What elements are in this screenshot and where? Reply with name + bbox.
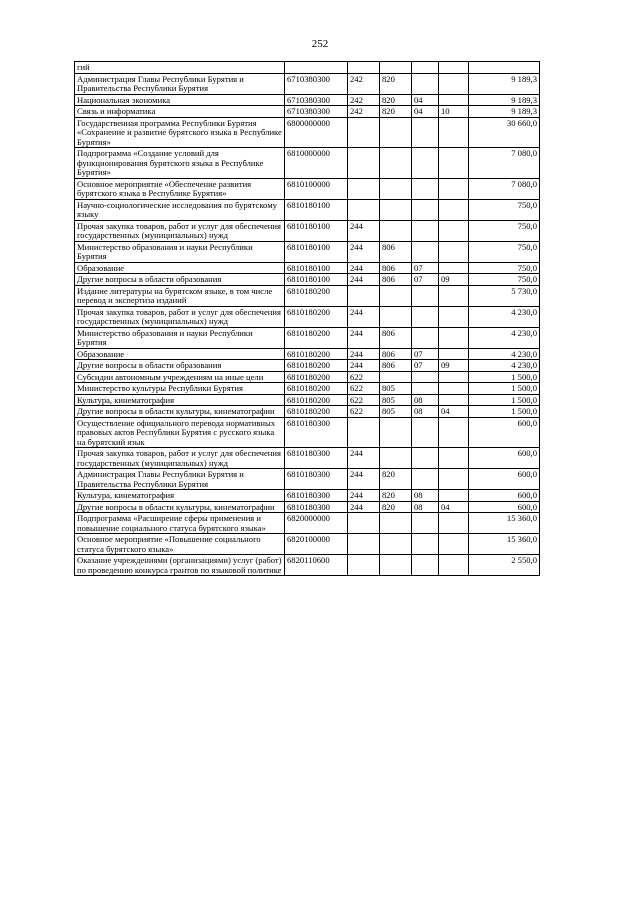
expense-type-cell: 622 (348, 406, 380, 418)
target-article-cell: 6810180200 (285, 348, 348, 360)
section-cell (412, 383, 439, 395)
expense-type-cell: 244 (348, 490, 380, 502)
expense-type-cell: 622 (348, 394, 380, 406)
table-row (75, 94, 540, 106)
ministry-code-cell (380, 448, 412, 469)
ministry-code-cell: 806 (380, 348, 412, 360)
table-row (75, 360, 540, 372)
expense-type-cell: 622 (348, 371, 380, 383)
subsection-cell (439, 327, 469, 348)
expense-type-cell: 244 (348, 469, 380, 490)
table-row (75, 199, 540, 220)
item-name-cell: Связь и информатика (75, 106, 285, 118)
section-cell (412, 178, 439, 199)
ministry-code-cell: 820 (380, 73, 412, 94)
item-name-cell: Прочая закупка товаров, работ и услуг для обеспечения государственных (муниципальных) нужд (75, 220, 285, 241)
ministry-code-cell: 805 (380, 406, 412, 418)
budget-table (74, 61, 540, 576)
expense-type-cell: 242 (348, 73, 380, 94)
expense-type-cell: 244 (348, 327, 380, 348)
subsection-cell (439, 513, 469, 534)
expense-type-cell (348, 117, 380, 148)
ministry-code-cell (380, 417, 412, 448)
subsection-cell (439, 417, 469, 448)
expense-type-cell: 244 (348, 448, 380, 469)
target-article-cell: 6810180200 (285, 383, 348, 395)
target-article-cell: 6810180300 (285, 501, 348, 513)
amount-cell (469, 62, 540, 74)
subsection-cell (439, 241, 469, 262)
amount-cell: 750,0 (469, 241, 540, 262)
subsection-cell (439, 490, 469, 502)
item-name-cell: Издание литературы на бурятском языке, в том числе перевод и экспертиза изданий (75, 285, 285, 306)
table-row (75, 327, 540, 348)
section-cell: 07 (412, 262, 439, 274)
target-article-cell: 6810180100 (285, 274, 348, 286)
table-row (75, 178, 540, 199)
target-article-cell: 6810180200 (285, 360, 348, 372)
ministry-code-cell: 806 (380, 274, 412, 286)
item-name-cell: Основное мероприятие «Обеспечение развития бурятского языка в Республике Бурятия» (75, 178, 285, 199)
expense-type-cell: 244 (348, 262, 380, 274)
subsection-cell (439, 94, 469, 106)
amount-cell: 4 230,0 (469, 348, 540, 360)
subsection-cell (439, 178, 469, 199)
expense-type-cell: 244 (348, 220, 380, 241)
table-row (75, 117, 540, 148)
target-article-cell: 6810180200 (285, 327, 348, 348)
table-row (75, 348, 540, 360)
subsection-cell: 09 (439, 360, 469, 372)
subsection-cell (439, 199, 469, 220)
subsection-cell (439, 306, 469, 327)
subsection-cell (439, 262, 469, 274)
expense-type-cell: 244 (348, 306, 380, 327)
ministry-code-cell (380, 534, 412, 555)
expense-type-cell: 244 (348, 241, 380, 262)
amount-cell: 750,0 (469, 274, 540, 286)
subsection-cell (439, 148, 469, 179)
section-cell (412, 555, 439, 576)
ministry-code-cell (380, 62, 412, 74)
table-row (75, 73, 540, 94)
amount-cell: 750,0 (469, 262, 540, 274)
item-name-cell: Другие вопросы в области образования (75, 360, 285, 372)
section-cell (412, 285, 439, 306)
item-name-cell: Государственная программа Республики Бурятия «Сохранение и развитие бурятского языка в Республике Бурятия» (75, 117, 285, 148)
amount-cell: 750,0 (469, 220, 540, 241)
ministry-code-cell (380, 555, 412, 576)
table-row (75, 262, 540, 274)
item-name-cell: Администрация Главы Республики Бурятия и Правительства Республики Бурятия (75, 73, 285, 94)
target-article-cell: 6810180300 (285, 469, 348, 490)
target-article-cell: 6810180100 (285, 220, 348, 241)
target-article-cell: 6810180300 (285, 490, 348, 502)
section-cell (412, 117, 439, 148)
item-name-cell: Национальная экономика (75, 94, 285, 106)
target-article-cell: 6810180200 (285, 371, 348, 383)
section-cell: 04 (412, 94, 439, 106)
subsection-cell (439, 371, 469, 383)
amount-cell: 600,0 (469, 417, 540, 448)
ministry-code-cell: 820 (380, 469, 412, 490)
item-name-cell: Образование (75, 348, 285, 360)
amount-cell: 9 189,3 (469, 94, 540, 106)
ministry-code-cell (380, 220, 412, 241)
subsection-cell: 04 (439, 501, 469, 513)
subsection-cell (439, 285, 469, 306)
ministry-code-cell: 806 (380, 241, 412, 262)
ministry-code-cell: 820 (380, 501, 412, 513)
section-cell (412, 306, 439, 327)
section-cell: 08 (412, 406, 439, 418)
amount-cell: 4 230,0 (469, 360, 540, 372)
ministry-code-cell: 805 (380, 383, 412, 395)
target-article-cell: 6810000000 (285, 148, 348, 179)
table-row (75, 555, 540, 576)
target-article-cell: 6810180100 (285, 241, 348, 262)
item-name-cell: Министерство образования и науки Республики Бурятия (75, 241, 285, 262)
target-article-cell: 6810180100 (285, 199, 348, 220)
amount-cell: 600,0 (469, 490, 540, 502)
table-row (75, 106, 540, 118)
expense-type-cell (348, 555, 380, 576)
section-cell (412, 62, 439, 74)
ministry-code-cell: 820 (380, 94, 412, 106)
subsection-cell (439, 62, 469, 74)
subsection-cell (439, 555, 469, 576)
target-article-cell: 6820000000 (285, 513, 348, 534)
expense-type-cell: 244 (348, 274, 380, 286)
ministry-code-cell: 820 (380, 106, 412, 118)
amount-cell: 15 360,0 (469, 513, 540, 534)
subsection-cell: 09 (439, 274, 469, 286)
target-article-cell: 6810180200 (285, 285, 348, 306)
page-number: 252 (311, 38, 329, 50)
amount-cell: 1 500,0 (469, 394, 540, 406)
ministry-code-cell (380, 306, 412, 327)
expense-type-cell: 622 (348, 383, 380, 395)
table-row (75, 469, 540, 490)
amount-cell: 5 730,0 (469, 285, 540, 306)
expense-type-cell: 244 (348, 348, 380, 360)
section-cell (412, 241, 439, 262)
target-article-cell: 6710380300 (285, 73, 348, 94)
table-row (75, 220, 540, 241)
expense-type-cell: 244 (348, 501, 380, 513)
section-cell (412, 513, 439, 534)
amount-cell: 15 360,0 (469, 534, 540, 555)
target-article-cell: 6820100000 (285, 534, 348, 555)
amount-cell: 1 500,0 (469, 383, 540, 395)
ministry-code-cell (380, 117, 412, 148)
ministry-code-cell (380, 199, 412, 220)
subsection-cell (439, 469, 469, 490)
ministry-code-cell: 806 (380, 360, 412, 372)
amount-cell: 600,0 (469, 469, 540, 490)
section-cell: 08 (412, 490, 439, 502)
table-row (75, 241, 540, 262)
subsection-cell: 04 (439, 406, 469, 418)
ministry-code-cell (380, 148, 412, 179)
amount-cell: 750,0 (469, 199, 540, 220)
expense-type-cell: 244 (348, 360, 380, 372)
target-article-cell: 6710380300 (285, 94, 348, 106)
target-article-cell (285, 62, 348, 74)
section-cell: 07 (412, 274, 439, 286)
subsection-cell (439, 448, 469, 469)
expense-type-cell (348, 199, 380, 220)
section-cell: 07 (412, 360, 439, 372)
amount-cell: 1 500,0 (469, 371, 540, 383)
section-cell (412, 534, 439, 555)
ministry-code-cell: 820 (380, 490, 412, 502)
amount-cell: 600,0 (469, 501, 540, 513)
amount-cell: 600,0 (469, 448, 540, 469)
section-cell: 08 (412, 394, 439, 406)
expense-type-cell (348, 534, 380, 555)
table-row (75, 148, 540, 179)
ministry-code-cell: 806 (380, 327, 412, 348)
section-cell: 08 (412, 501, 439, 513)
ministry-code-cell: 806 (380, 262, 412, 274)
target-article-cell: 6810180300 (285, 448, 348, 469)
expense-type-cell: 242 (348, 94, 380, 106)
item-name-cell: Министерство культуры Республики Бурятия (75, 383, 285, 395)
table-row (75, 534, 540, 555)
table-row (75, 406, 540, 418)
table-row (75, 448, 540, 469)
target-article-cell: 6810180200 (285, 394, 348, 406)
section-cell (412, 469, 439, 490)
subsection-cell (439, 394, 469, 406)
table-row (75, 285, 540, 306)
table-row (75, 513, 540, 534)
section-cell (412, 148, 439, 179)
target-article-cell: 6800000000 (285, 117, 348, 148)
target-article-cell: 6810180200 (285, 306, 348, 327)
item-name-cell: Администрация Главы Республики Бурятия и Правительства Республики Бурятия (75, 469, 285, 490)
expense-type-cell (348, 285, 380, 306)
table-row (75, 490, 540, 502)
table-row (75, 371, 540, 383)
item-name-cell: Субсидии автономным учреждениям на иные цели (75, 371, 285, 383)
table-row (75, 501, 540, 513)
table-row (75, 306, 540, 327)
amount-cell: 4 230,0 (469, 327, 540, 348)
section-cell (412, 73, 439, 94)
amount-cell: 7 080,0 (469, 148, 540, 179)
item-name-cell: Другие вопросы в области культуры, кинематографии (75, 406, 285, 418)
table-row (75, 62, 540, 74)
item-name-cell: Образование (75, 262, 285, 274)
amount-cell: 7 080,0 (469, 178, 540, 199)
target-article-cell: 6810180300 (285, 417, 348, 448)
subsection-cell (439, 348, 469, 360)
item-name-cell: Осуществление официального перевода нормативных правовых актов Республики Бурятия с русского языка на бурятский язык (75, 417, 285, 448)
table-row (75, 274, 540, 286)
expense-type-cell (348, 417, 380, 448)
target-article-cell: 6710380300 (285, 106, 348, 118)
amount-cell: 9 189,3 (469, 73, 540, 94)
section-cell (412, 327, 439, 348)
subsection-cell: 10 (439, 106, 469, 118)
subsection-cell (439, 73, 469, 94)
section-cell (412, 448, 439, 469)
ministry-code-cell (380, 513, 412, 534)
item-name-cell: Культура, кинематография (75, 490, 285, 502)
ministry-code-cell (380, 178, 412, 199)
expense-type-cell (348, 62, 380, 74)
amount-cell: 30 660,0 (469, 117, 540, 148)
expense-type-cell (348, 513, 380, 534)
item-name-cell: Оказание учреждениями (организациями) услуг (работ) по проведению конкурса грантов по языковой политике (75, 555, 285, 576)
section-cell (412, 220, 439, 241)
table-row (75, 383, 540, 395)
section-cell (412, 417, 439, 448)
item-name-cell: Культура, кинематография (75, 394, 285, 406)
section-cell (412, 199, 439, 220)
expense-type-cell (348, 178, 380, 199)
subsection-cell (439, 383, 469, 395)
amount-cell: 2 550,0 (469, 555, 540, 576)
ministry-code-cell (380, 371, 412, 383)
ministry-code-cell (380, 285, 412, 306)
target-article-cell: 6810180100 (285, 262, 348, 274)
table-row (75, 394, 540, 406)
amount-cell: 4 230,0 (469, 306, 540, 327)
item-name-cell: Научно-социологические исследования по бурятскому языку (75, 199, 285, 220)
section-cell: 04 (412, 106, 439, 118)
subsection-cell (439, 534, 469, 555)
section-cell (412, 371, 439, 383)
expense-type-cell: 242 (348, 106, 380, 118)
item-name-cell: Подпрограмма «Расширение сферы применения и повышение социального статуса бурятского языка» (75, 513, 285, 534)
item-name-cell: Основное мероприятие «Повышение социального статуса бурятского языка» (75, 534, 285, 555)
target-article-cell: 6810180200 (285, 406, 348, 418)
amount-cell: 9 189,3 (469, 106, 540, 118)
item-name-cell: Подпрограмма «Создание условий для функционирования бурятского языка в Республике Бурятия» (75, 148, 285, 179)
target-article-cell: 6810100000 (285, 178, 348, 199)
budget-table-body (75, 62, 540, 576)
item-name-cell: Другие вопросы в области культуры, кинематографии (75, 501, 285, 513)
item-name-cell: Министерство образования и науки Республики Бурятия (75, 327, 285, 348)
expense-type-cell (348, 148, 380, 179)
amount-cell: 1 500,0 (469, 406, 540, 418)
ministry-code-cell: 805 (380, 394, 412, 406)
target-article-cell: 6820110600 (285, 555, 348, 576)
section-cell: 07 (412, 348, 439, 360)
item-name-cell: Другие вопросы в области образования (75, 274, 285, 286)
subsection-cell (439, 117, 469, 148)
subsection-cell (439, 220, 469, 241)
item-name-cell: Прочая закупка товаров, работ и услуг для обеспечения государственных (муниципальных) нужд (75, 306, 285, 327)
item-name-cell: Прочая закупка товаров, работ и услуг для обеспечения государственных (муниципальных) нужд (75, 448, 285, 469)
item-name-cell: гий (75, 62, 285, 74)
table-row (75, 417, 540, 448)
